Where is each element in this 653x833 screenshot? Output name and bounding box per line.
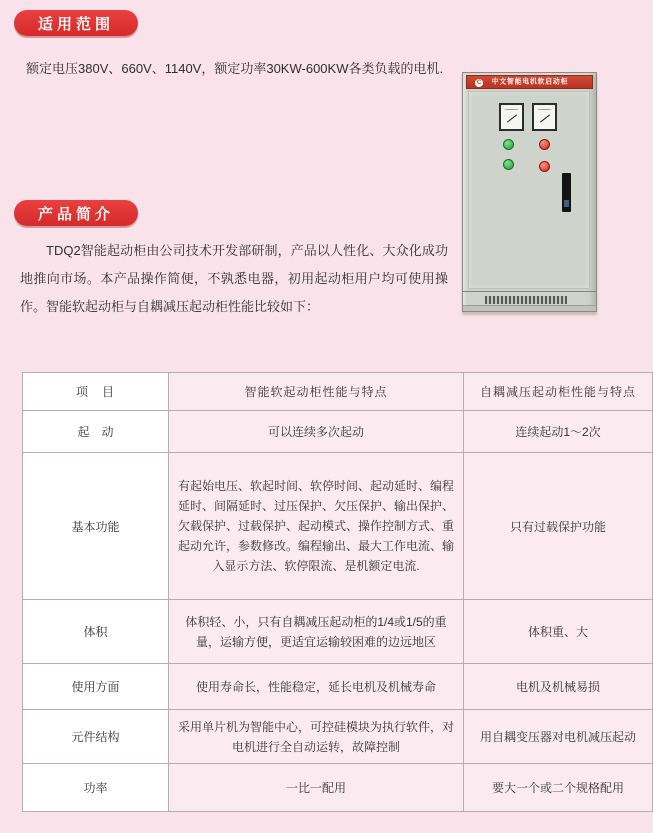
- cell-auto: 连续起动1～2次: [464, 411, 653, 453]
- intro-paragraph: TDQ2智能起动柜由公司技术开发部研制，产品以人性化、大众化成功地推向市场。本产品操作简便，不孰悉电器，初用起动柜用户均可使用操作。智能软起动柜与自耦减压起动柜性能比较如下：: [20, 243, 448, 314]
- cell-smart: 一比一配用: [169, 764, 464, 812]
- table-row: [23, 764, 653, 812]
- header-smart: 智能软起动柜性能与特点: [169, 373, 464, 411]
- header-auto: 自耦减压起动柜性能与特点: [464, 373, 653, 411]
- cell-smart: 有起始电压、软起时间、软停时间、起动延时、编程延时、间隔延时、过压保护、欠压保护、输出保护、欠载保护、过载保护、起动模式、操作控制方式、重起动允许，参数修改。编程输出、最大工作电流、输入显示方法、软停限流、是机额定电流.: [169, 453, 464, 600]
- cabinet-door-seam: [468, 91, 590, 289]
- scope-badge: [14, 10, 138, 36]
- cell-item: 元件结构: [23, 710, 169, 764]
- cell-auto: 只有过载保护功能: [464, 453, 653, 600]
- cell-smart: 使用寿命长，性能稳定，延长电机及机械寿命: [169, 664, 464, 710]
- cell-item: 基本功能: [23, 453, 169, 600]
- meter-scale: [504, 109, 519, 110]
- cell-item: 功率: [23, 764, 169, 812]
- red-button: [539, 161, 550, 172]
- comparison-table: [22, 372, 653, 812]
- analog-meter-right: [532, 103, 557, 131]
- scope-paragraph: 额定电压380V、660V、1140V，额定功率30KW-600KW各类负载的电机.: [26, 61, 444, 76]
- cell-smart: 采用单片机为智能中心，可控硅模块为执行软件，对电机进行全自动运转，故障控制: [169, 710, 464, 764]
- table-row: [23, 710, 653, 764]
- cabinet-photo: [462, 72, 597, 312]
- table-row: [23, 411, 653, 453]
- cell-item: 起 动: [23, 411, 169, 453]
- cabinet-divider: [463, 291, 596, 292]
- controller-display: [564, 200, 569, 207]
- table-row: [23, 664, 653, 710]
- cabinet-title-band: [466, 75, 593, 89]
- meter-needle: [540, 114, 550, 122]
- analog-meter-left: [499, 103, 524, 131]
- meter-scale: [537, 109, 552, 110]
- cell-item: 体积: [23, 600, 169, 664]
- cabinet-base: [463, 305, 596, 311]
- cell-smart: 体积轻、小，只有自耦减压起动柜的1/4或1/5的重量，运输方便，更适宜运输较困难的边远地区: [169, 600, 464, 664]
- scope-badge-label: 适用范围: [37, 15, 114, 33]
- red-button: [539, 139, 550, 150]
- intro-badge-label: 产品简介: [37, 205, 114, 223]
- cell-auto: 用自耦变压器对电机减压起动: [464, 710, 653, 764]
- controller-strip: [562, 173, 571, 212]
- meter-needle: [507, 114, 517, 122]
- cell-item: 使用方面: [23, 664, 169, 710]
- cell-auto: 体积重、大: [464, 600, 653, 664]
- cabinet-title-label: 中文智能电机软启动柜: [491, 77, 568, 86]
- vent-grille: [485, 296, 567, 304]
- table-row: [23, 600, 653, 664]
- cell-smart: 可以连续多次起动: [169, 411, 464, 453]
- intro-badge: [14, 200, 138, 226]
- cabinet-logo-icon: C: [476, 79, 482, 86]
- cell-auto: 要大一个或二个规格配用: [464, 764, 653, 812]
- green-button: [503, 139, 514, 150]
- table-row: [23, 453, 653, 600]
- table-header-row: [23, 373, 653, 411]
- header-item: 项 目: [23, 373, 169, 411]
- cell-auto: 电机及机械易损: [464, 664, 653, 710]
- green-button: [503, 159, 514, 170]
